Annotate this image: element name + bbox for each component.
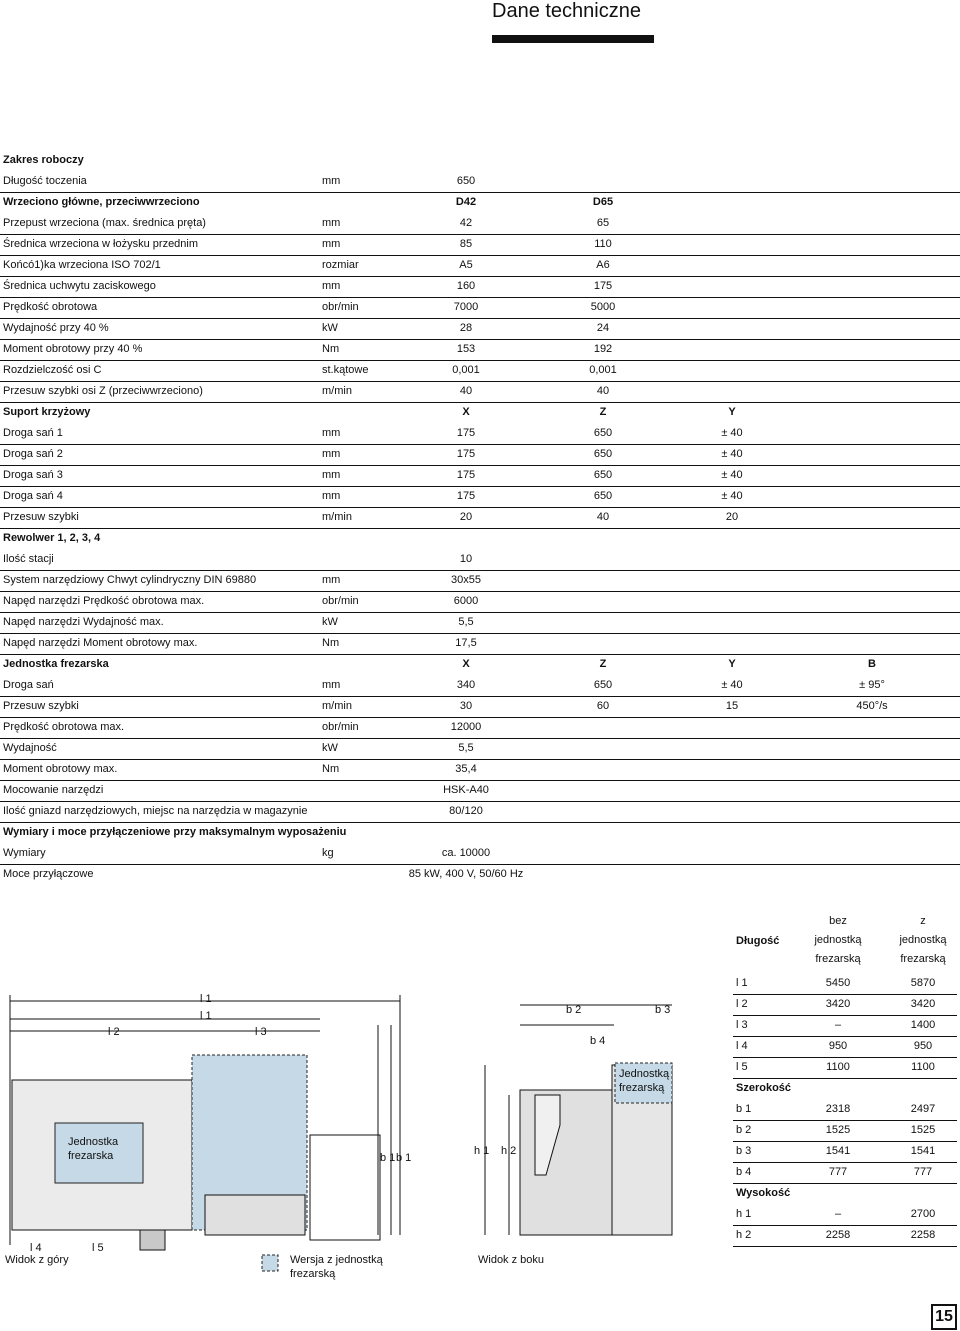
- spec-row: [0, 738, 960, 760]
- spec-row: [0, 318, 960, 340]
- spec-value-1: 0,001: [452, 364, 480, 376]
- unit-label-top-line2: frezarska: [68, 1150, 114, 1162]
- dimension-value: 1100: [911, 1061, 935, 1073]
- dim-l1b-label: l 1: [200, 1010, 212, 1022]
- unit-label-top-line1: Jednostka: [68, 1136, 119, 1148]
- spec-label: Wymiary i moce przyłączeniowe przy maksymalnym wyposażeniu: [3, 826, 347, 838]
- spec-value-1: 30x55: [451, 574, 481, 586]
- spec-value-3: 20: [725, 511, 739, 523]
- spec-value-1: 42: [459, 217, 473, 229]
- spec-unit: m/min: [322, 700, 352, 712]
- spec-unit: obr/min: [322, 595, 359, 607]
- dimension-label: h 1: [736, 1208, 752, 1220]
- dimension-row: [733, 1141, 957, 1163]
- dimension-row: [733, 973, 957, 995]
- spec-unit: mm: [322, 679, 341, 691]
- dimension-value: 5870: [910, 977, 936, 989]
- spec-value-2: A6: [596, 259, 610, 271]
- spec-row: [0, 276, 960, 298]
- spec-value-1: 175: [456, 448, 476, 460]
- spec-unit: kW: [322, 616, 338, 628]
- spec-label: Średnica wrzeciona w łożysku przednim: [3, 238, 199, 250]
- spec-value-1: 175: [456, 427, 476, 439]
- spec-value-1: 40: [459, 385, 473, 397]
- spec-row: [0, 423, 960, 445]
- dimension-row: [733, 1057, 957, 1079]
- spec-value-3: ± 40: [721, 427, 743, 439]
- dimension-row: [733, 994, 957, 1016]
- spec-label: Moment obrotowy max.: [3, 763, 118, 775]
- spec-unit: m/min: [322, 511, 352, 523]
- spec-label: Napęd narzędzi Wydajność max.: [3, 616, 164, 628]
- spec-unit: mm: [322, 280, 341, 292]
- spec-label: Mocowanie narzędzi: [3, 784, 104, 796]
- spec-value-1: HSK-A40: [443, 784, 489, 796]
- spec-label: Rewolwer 1, 2, 3, 4: [3, 532, 101, 544]
- spec-value-2: 40: [596, 511, 610, 523]
- dim-l3-label: l 3: [255, 1026, 267, 1038]
- spec-value-2: 175: [593, 280, 613, 292]
- spec-label: Wydajność: [3, 742, 57, 754]
- spec-label: Droga sań 3: [3, 469, 63, 481]
- spec-value-2: Z: [599, 658, 607, 670]
- spec-label: Prędkość obrotowa: [3, 301, 98, 313]
- dimension-row: [733, 1099, 957, 1121]
- dimension-value: 1525: [910, 1124, 936, 1136]
- spec-unit: Nm: [322, 343, 340, 355]
- dimension-label: Szerokość: [736, 1082, 792, 1094]
- dimension-row: [733, 1078, 957, 1099]
- spec-row: [0, 591, 960, 613]
- dimension-value: 777: [913, 1166, 933, 1178]
- dim-b2-label: b 2: [566, 1004, 582, 1016]
- spec-unit: st.kątowe: [322, 364, 369, 376]
- spec-value-3: ± 40: [721, 679, 743, 691]
- spec-label: Napęd narzędzi Prędkość obrotowa max.: [3, 595, 205, 607]
- spec-unit: mm: [322, 238, 341, 250]
- spec-unit: kW: [322, 742, 338, 754]
- spec-value-1: 340: [456, 679, 476, 691]
- dimension-value: 3420: [910, 998, 936, 1010]
- dimension-label: l 5: [736, 1061, 748, 1073]
- spec-row: [0, 486, 960, 508]
- dimension-value: 2700: [910, 1208, 936, 1220]
- spec-value-2: 0,001: [589, 364, 617, 376]
- spec-row: [0, 864, 960, 885]
- spec-row: [0, 213, 960, 235]
- spec-value-1: 10: [459, 553, 473, 565]
- spec-label: Moce przyłączowe: [3, 868, 94, 880]
- dimensions-column-header: bez: [829, 915, 847, 927]
- spec-value-4: ± 95°: [859, 679, 885, 691]
- dim-h1-label: h 1: [474, 1145, 490, 1157]
- page-number: 15: [931, 1304, 957, 1330]
- dimension-value: 2497: [910, 1103, 936, 1115]
- spec-row: [0, 843, 960, 865]
- dimension-label: b 4: [736, 1166, 752, 1178]
- spec-label: Przesuw szybki: [3, 511, 79, 523]
- spec-unit: m/min: [322, 385, 352, 397]
- spec-label: Przesuw szybki osi Z (przeciwwrzeciono): [3, 385, 203, 397]
- legend-text-line1: Wersja z jednostką: [290, 1254, 383, 1266]
- spec-value-1: 5,5: [458, 616, 474, 628]
- spec-value-2: 650: [593, 469, 613, 481]
- spec-label: Długość toczenia: [3, 175, 87, 187]
- spec-row: [0, 234, 960, 256]
- spec-row: [0, 822, 960, 843]
- dim-b1a-label: b 1: [380, 1152, 396, 1164]
- dimension-label: h 2: [736, 1229, 752, 1241]
- spec-row: [0, 528, 960, 549]
- spec-unit: obr/min: [322, 301, 359, 313]
- spec-row: [0, 255, 960, 277]
- dimension-value: –: [834, 1208, 842, 1220]
- spec-label: Rozdzielczość osi C: [3, 364, 102, 376]
- spec-row: [0, 801, 960, 823]
- spec-value-1: ca. 10000: [441, 847, 491, 859]
- spec-label: Prędkość obrotowa max.: [3, 721, 125, 733]
- spec-label: Wymiary: [3, 847, 46, 859]
- dimension-label: b 1: [736, 1103, 752, 1115]
- dimension-value: 2258: [825, 1229, 851, 1241]
- legend-text-line2: frezarską: [290, 1268, 336, 1280]
- dimension-value: 2258: [910, 1229, 936, 1241]
- spec-row: [0, 150, 960, 171]
- dimensions-column-header: jednostką: [899, 934, 947, 946]
- spec-value-3: 15: [725, 700, 739, 712]
- dimension-value: 950: [828, 1040, 848, 1052]
- spec-unit: obr/min: [322, 721, 359, 733]
- spec-unit: mm: [322, 469, 341, 481]
- spec-value-3: ± 40: [721, 490, 743, 502]
- spec-value-2: 110: [594, 238, 612, 250]
- spec-value-3: ± 40: [721, 448, 743, 460]
- spec-value-1: 175: [456, 490, 476, 502]
- spec-label: Ilość gniazd narzędziowych, miejsc na narzędzia w magazynie: [3, 805, 308, 817]
- spec-row: [0, 507, 960, 529]
- spec-label: Wrzeciono główne, przeciwwrzeciono: [3, 196, 200, 208]
- spec-row: [0, 654, 960, 675]
- dimension-value: 1541: [910, 1145, 936, 1157]
- spec-unit: mm: [322, 574, 341, 586]
- dimension-label: l 1: [736, 977, 748, 989]
- spec-label: Droga sań 1: [3, 427, 63, 439]
- spec-value-2: 650: [593, 448, 613, 460]
- spec-unit: kW: [322, 322, 338, 334]
- spec-value-1: 85 kW, 400 V, 50/60 Hz: [408, 868, 524, 880]
- side-view-caption: Widok z boku: [478, 1254, 545, 1266]
- spec-row: [0, 696, 960, 718]
- dimension-row: [733, 931, 957, 952]
- spec-unit: mm: [322, 490, 341, 502]
- dim-l4-label: l 4: [30, 1242, 42, 1254]
- spec-row: [0, 675, 960, 697]
- spec-label: Końcó1)ka wrzeciona ISO 702/1: [3, 259, 161, 271]
- spec-value-1: 30: [459, 700, 473, 712]
- spec-row: [0, 633, 960, 655]
- dimension-row: [733, 1036, 957, 1058]
- spec-value-4: 450°/s: [856, 700, 888, 712]
- spec-row: [0, 549, 960, 571]
- spec-unit: Nm: [322, 763, 340, 775]
- spec-label: Średnica uchwytu zaciskowego: [3, 280, 156, 292]
- spec-unit: mm: [322, 175, 341, 187]
- dimension-value: 3420: [825, 998, 851, 1010]
- spec-unit: kg: [322, 847, 334, 859]
- spec-value-1: 17,5: [455, 637, 477, 649]
- spec-label: System narzędziowy Chwyt cylindryczny DIN 69880: [3, 574, 257, 586]
- top-view-caption: Widok z góry: [5, 1254, 69, 1266]
- spec-value-2: D65: [592, 196, 614, 208]
- dimension-value: 2318: [825, 1103, 851, 1115]
- spec-label: Moment obrotowy przy 40 %: [3, 343, 143, 355]
- spec-unit: mm: [322, 217, 341, 229]
- dimension-label: Długość: [736, 935, 780, 947]
- dimension-row: [733, 1120, 957, 1142]
- spec-value-1: 12000: [450, 721, 482, 733]
- unit-label-side-line1: Jednostką: [619, 1068, 670, 1080]
- spec-label: Droga sań 2: [3, 448, 63, 460]
- dimension-label: l 4: [736, 1040, 748, 1052]
- spec-unit: mm: [322, 427, 341, 439]
- spec-label: Droga sań: [3, 679, 54, 691]
- spec-row: [0, 612, 960, 634]
- spec-label: Przesuw szybki: [3, 700, 79, 712]
- dim-b1b-label: b 1: [396, 1152, 412, 1164]
- unit-label-side-line2: frezarską: [619, 1082, 665, 1094]
- dimension-row: [733, 1183, 957, 1204]
- spec-row: [0, 360, 960, 382]
- spec-row: [0, 570, 960, 592]
- spec-row: [0, 444, 960, 466]
- dimensions-column-header: frezarską: [900, 953, 946, 965]
- spec-value-1: 35,4: [455, 763, 477, 775]
- spec-row: [0, 759, 960, 781]
- spec-value-1: 650: [456, 175, 476, 187]
- spec-value-1: 153: [456, 343, 476, 355]
- spec-value-1: D42: [455, 196, 477, 208]
- dimension-label: b 3: [736, 1145, 752, 1157]
- dimension-value: 1541: [825, 1145, 851, 1157]
- spec-row: [0, 780, 960, 802]
- spec-label: Zakres roboczy: [3, 154, 84, 166]
- dimension-label: l 3: [736, 1019, 748, 1031]
- spec-row: [0, 192, 960, 213]
- dimension-label: l 2: [736, 998, 748, 1010]
- spec-value-4: B: [868, 658, 876, 670]
- spec-row: [0, 171, 960, 193]
- dimension-value: 950: [913, 1040, 933, 1052]
- spec-value-2: 60: [596, 700, 610, 712]
- spec-value-1: 20: [459, 511, 473, 523]
- spec-label: Ilość stacji: [3, 553, 54, 565]
- dimension-row: [733, 1015, 957, 1037]
- dimension-value: 777: [828, 1166, 848, 1178]
- dimension-value: 5450: [825, 977, 851, 989]
- spec-value-2: 5000: [590, 301, 616, 313]
- spec-row: [0, 381, 960, 403]
- dimension-value: 1100: [826, 1061, 850, 1073]
- spec-unit: mm: [322, 448, 341, 460]
- spec-label: Napęd narzędzi Moment obrotowy max.: [3, 637, 198, 649]
- page-title: Dane techniczne: [492, 0, 641, 22]
- dimension-label: Wysokość: [736, 1187, 791, 1199]
- spec-value-2: 40: [596, 385, 610, 397]
- dim-l5-label: l 5: [92, 1242, 104, 1254]
- spec-label: Suport krzyżowy: [3, 406, 91, 418]
- spec-label: Droga sań 4: [3, 490, 63, 502]
- spec-value-3: Y: [728, 406, 736, 418]
- spec-row: [0, 297, 960, 319]
- dim-h2-label: h 2: [501, 1145, 517, 1157]
- dim-l1a-label: l 1: [200, 993, 212, 1005]
- spec-unit: rozmiar: [322, 259, 359, 271]
- dim-l2-label: l 2: [108, 1026, 120, 1038]
- dim-b4-label: b 4: [590, 1035, 606, 1047]
- spec-value-2: 24: [596, 322, 610, 334]
- dimension-value: 1525: [825, 1124, 851, 1136]
- spec-row: [0, 402, 960, 423]
- spec-row: [0, 717, 960, 739]
- dimensions-column-header: jednostką: [814, 934, 862, 946]
- spec-value-3: ± 40: [721, 469, 743, 481]
- dimensions-column-header: frezarską: [815, 953, 861, 965]
- spec-value-1: X: [462, 406, 470, 418]
- spec-value-2: 650: [593, 490, 613, 502]
- spec-value-1: X: [462, 658, 470, 670]
- spec-value-1: 28: [459, 322, 473, 334]
- title-underline-bar: [492, 35, 654, 43]
- spec-value-1: 5,5: [458, 742, 474, 754]
- spec-row: [0, 339, 960, 361]
- spec-value-1: 80/120: [449, 805, 483, 817]
- spec-value-1: 7000: [453, 301, 479, 313]
- spec-value-1: 6000: [453, 595, 479, 607]
- spec-value-2: 192: [593, 343, 613, 355]
- spec-value-2: Z: [599, 406, 607, 418]
- spec-value-1: 160: [456, 280, 476, 292]
- spec-label: Jednostka frezarska: [3, 658, 109, 670]
- spec-value-1: 85: [459, 238, 473, 250]
- dimension-row: [733, 1204, 957, 1226]
- spec-value-2: 65: [596, 217, 610, 229]
- dimensions-column-header: z: [920, 915, 926, 927]
- dim-b3-label: b 3: [655, 1004, 671, 1016]
- dimension-row: [733, 1162, 957, 1184]
- spec-value-2: 650: [593, 679, 613, 691]
- dimension-value: 1400: [910, 1019, 936, 1031]
- spec-value-3: Y: [728, 658, 736, 670]
- dimension-row: [733, 1225, 957, 1247]
- spec-label: Wydajność przy 40 %: [3, 322, 109, 334]
- spec-value-1: A5: [459, 259, 473, 271]
- dimension-label: b 2: [736, 1124, 752, 1136]
- spec-unit: Nm: [322, 637, 340, 649]
- spec-value-1: 175: [456, 469, 476, 481]
- dimension-value: –: [834, 1019, 842, 1031]
- spec-label: Przepust wrzeciona (max. średnica pręta): [3, 217, 206, 229]
- spec-row: [0, 465, 960, 487]
- spec-value-2: 650: [593, 427, 613, 439]
